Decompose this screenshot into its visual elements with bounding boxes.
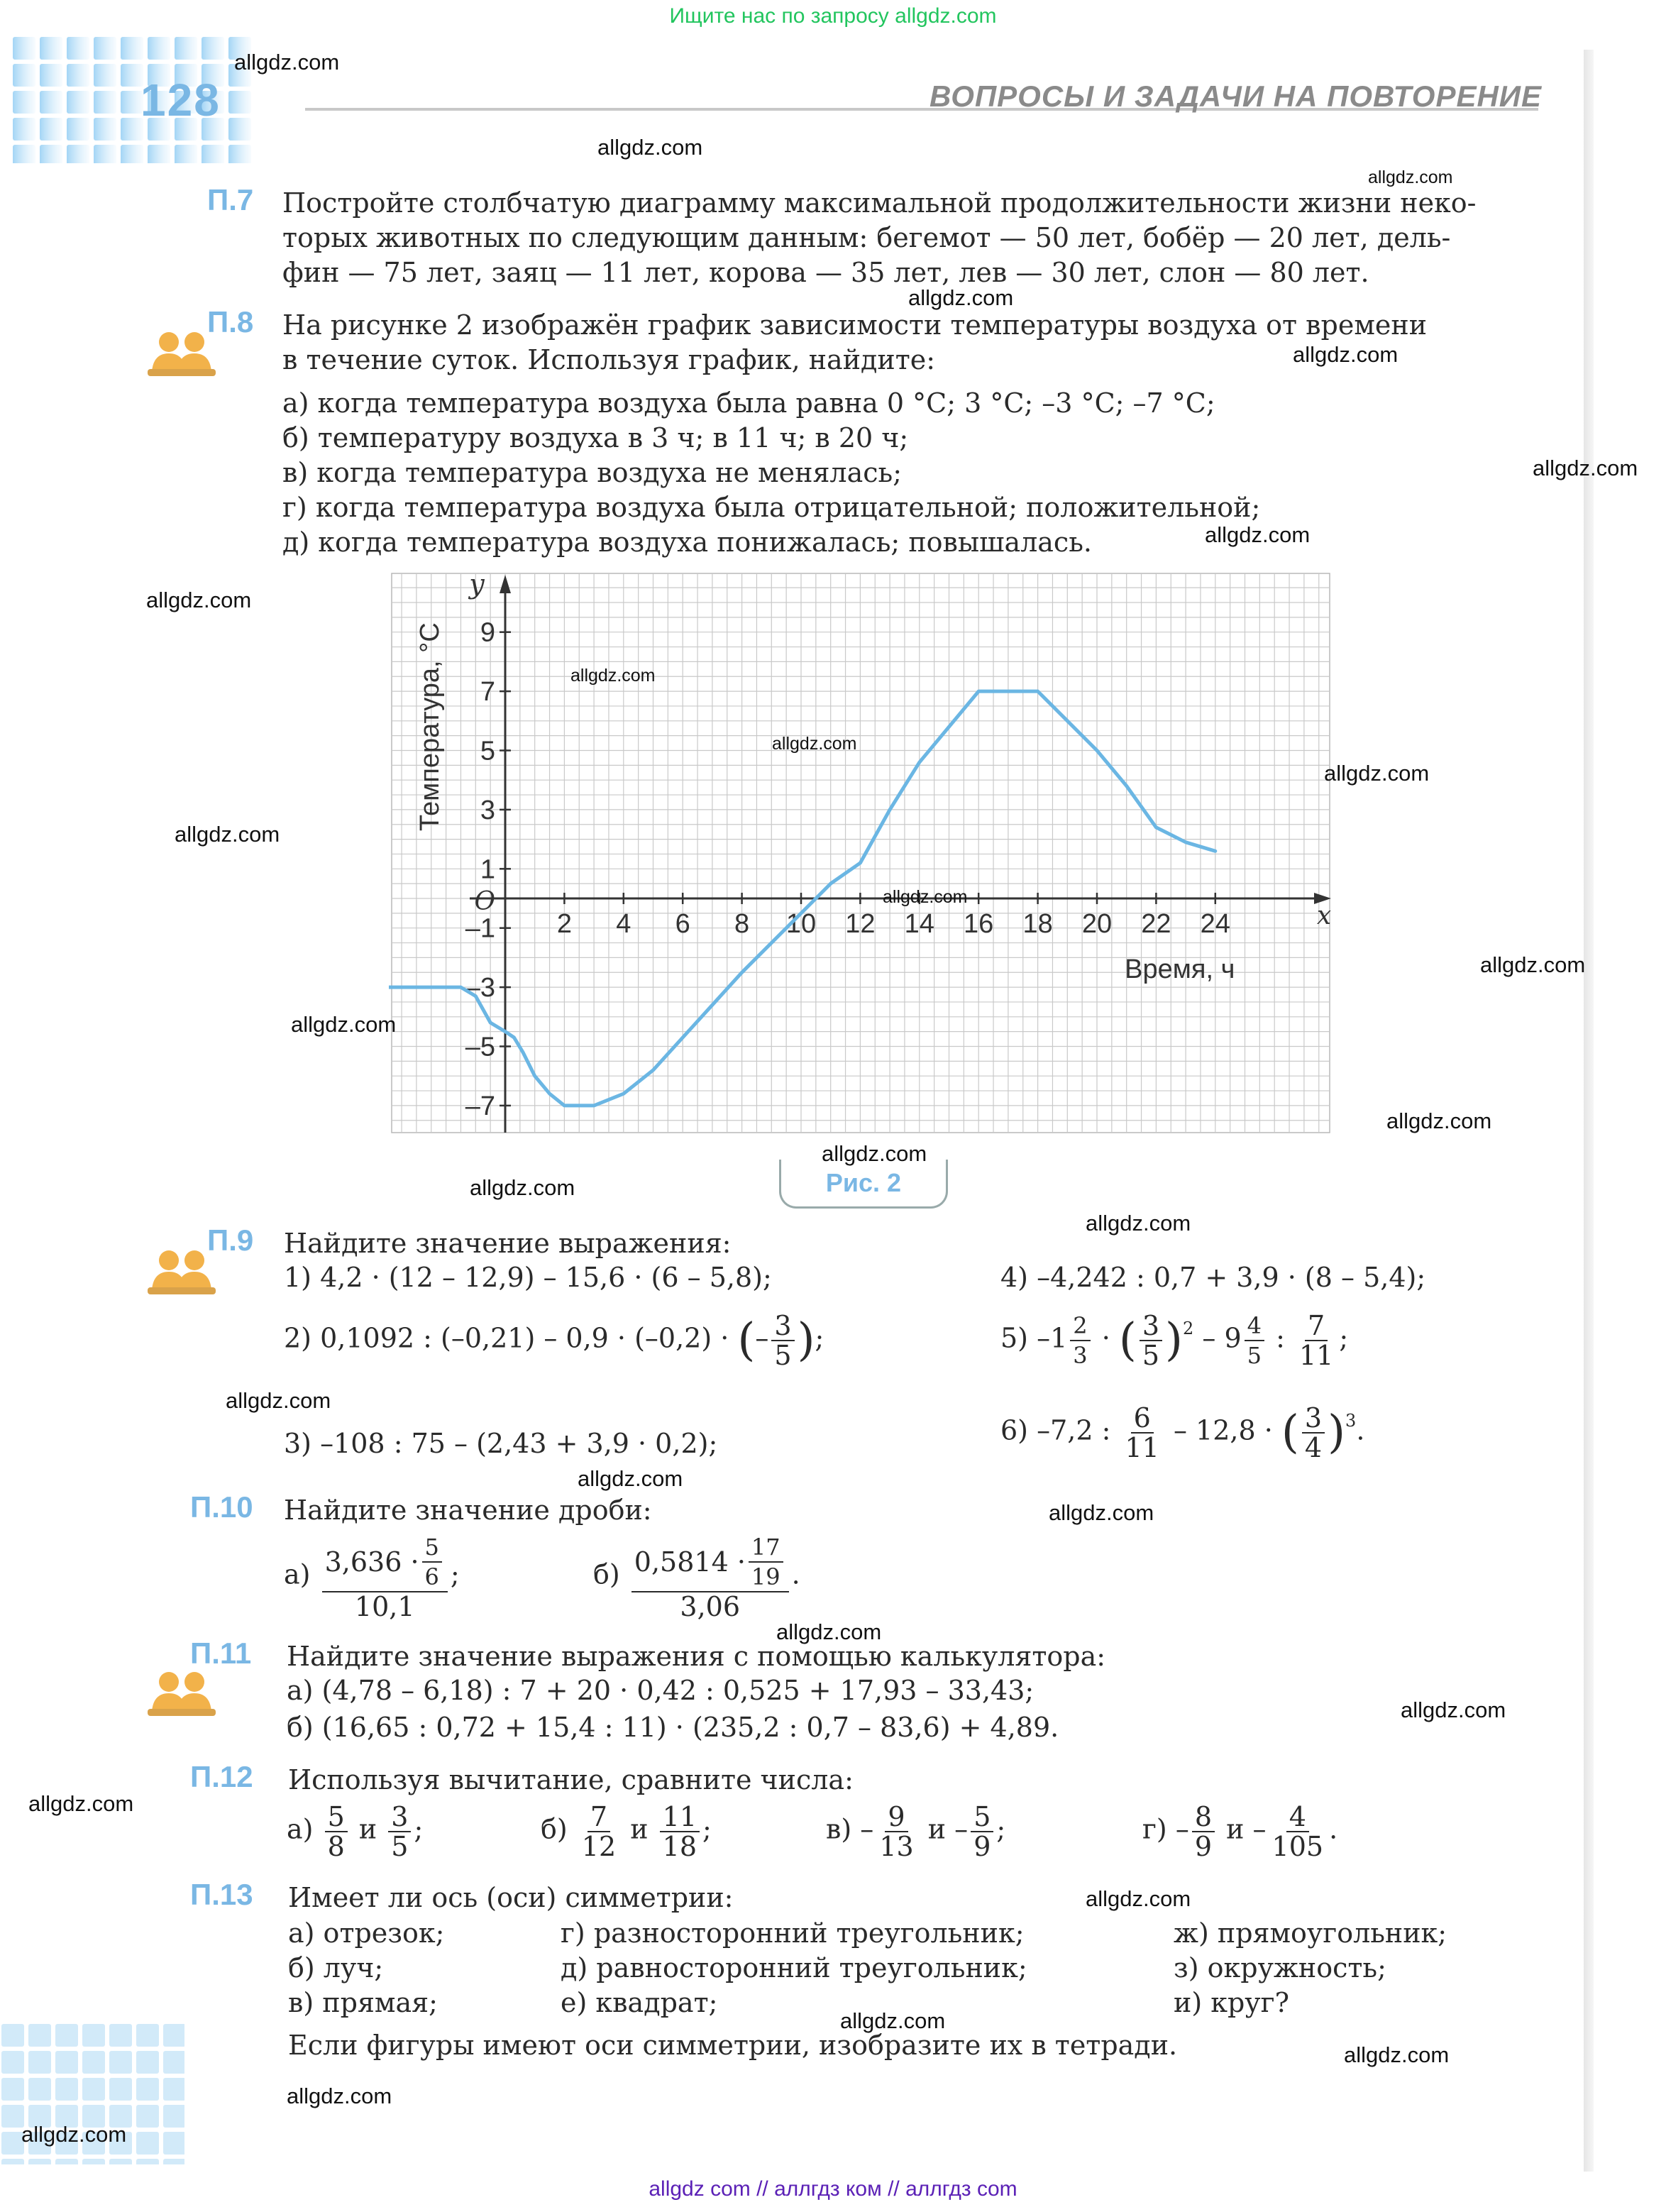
top-banner[interactable]: Ищите нас по запросу allgdz.com <box>669 4 997 28</box>
problem-number-p11: П.11 <box>190 1636 252 1670</box>
watermark: allgdz.com <box>908 285 1014 310</box>
p12-d-n1: 8 <box>1192 1803 1215 1832</box>
p12-item-c: в) – $\frac{9}{13}$ и – $\frac{5}{9}$ ; <box>826 1801 1006 1862</box>
watermark: allgdz.com <box>28 1791 134 1816</box>
watermark: allgdz.com <box>772 734 857 754</box>
p9-item-6: 6) –7,2 : $\frac{6}{11}$ – 12,8 · ( $\frac{3}{4}$ )$^3$. <box>1000 1402 1365 1463</box>
p13-item-c: в) прямая; <box>288 1987 438 2018</box>
p12-b-n2: 11 <box>660 1803 700 1832</box>
figure-caption: Рис. 2 <box>779 1160 948 1209</box>
p13-item-e: е) квадрат; <box>561 1987 718 2018</box>
p12-d-d1: 9 <box>1194 1831 1213 1862</box>
p12-c-d2: 9 <box>973 1831 991 1862</box>
watermark: allgdz.com <box>1324 761 1430 786</box>
watermark: allgdz.com <box>1086 1211 1191 1236</box>
p10-a-n: 5 <box>422 1533 442 1563</box>
x-tick-label: 14 <box>904 909 934 939</box>
y-tick-label: –3 <box>465 973 495 1003</box>
p9-item-6-n2: 3 <box>1302 1404 1325 1434</box>
watermark: allgdz.com <box>1386 1108 1492 1133</box>
watermark: allgdz.com <box>1293 342 1399 367</box>
p12-c-and: и <box>927 1813 947 1845</box>
p13-intro: Имеет ли ось (оси) симметрии: <box>288 1882 734 1913</box>
p10-item-a: а) 3,636 · $\frac{5}{6}$ 10,1 ; <box>284 1534 460 1622</box>
p12-d-d2: 105 <box>1271 1831 1324 1862</box>
x-tick-label: 18 <box>1022 909 1053 939</box>
p12-c-d1: 13 <box>879 1831 914 1862</box>
watermark: allgdz.com <box>1049 1500 1154 1525</box>
y-axis-letter: y <box>469 572 485 600</box>
p9-item-6-b: – 12,8 · <box>1173 1414 1273 1446</box>
p10-item-b: б) 0,5814 · $\frac{17}{19}$ 3,06 . <box>593 1534 800 1622</box>
p11-intro: Найдите значение выражения с помощью калькулятора: <box>287 1641 1106 1672</box>
problem-number-p8: П.8 <box>207 305 254 339</box>
p13-item-z: з) окружность; <box>1174 1952 1386 1983</box>
p10-a-den: 10,1 <box>354 1591 415 1622</box>
p9-item-5-d1: 3 <box>1073 1342 1088 1369</box>
p12-a-n1: 5 <box>325 1803 348 1832</box>
watermark: allgdz.com <box>776 1619 882 1644</box>
p9-item-5: 5) –1 $\frac{2}{3}$ · ( $\frac{3}{5}$ )$^2$ – 9 $\frac{4}{5}$ : $\frac{7}{11}$ ; <box>1000 1310 1349 1371</box>
watermark: allgdz.com <box>597 135 703 160</box>
x-tick-label: 10 <box>785 909 817 939</box>
p9-item-2-num: 3 <box>771 1311 794 1341</box>
p9-item-5-n1: 2 <box>1070 1311 1090 1341</box>
p12-d-and: и <box>1226 1813 1245 1845</box>
temperature-chart <box>389 572 1340 1137</box>
x-tick-label: 24 <box>1200 909 1230 939</box>
watermark: allgdz.com <box>1368 167 1453 187</box>
p13-item-i: и) круг? <box>1174 1987 1289 2018</box>
p11-item-a: а) (4,78 – 6,18) : 7 + 20 · 0,42 : 0,525 + 17,93 – 33,43; <box>287 1675 1035 1706</box>
p12-b-d2: 18 <box>662 1831 697 1862</box>
y-tick-label: –1 <box>465 913 495 944</box>
y-tick-label: 1 <box>480 854 495 885</box>
watermark: allgdz.com <box>1480 952 1586 977</box>
p12-a-label: а) <box>287 1813 314 1845</box>
p13-item-g: г) разносторонний треугольник; <box>561 1917 1025 1949</box>
p12-a-d1: 8 <box>327 1831 345 1862</box>
p12-a-n2: 3 <box>388 1803 411 1832</box>
p12-intro: Используя вычитание, сравните числа: <box>288 1764 854 1795</box>
x-tick-label: 16 <box>964 909 994 939</box>
p10-b-label: б) <box>593 1558 620 1590</box>
p13-item-b: б) луч; <box>288 1952 384 1983</box>
p9-item-2: 2) 0,1092 : (–0,21) – 0,9 · (–0,2) · (– $\frac{3}{5}$ ); <box>284 1310 824 1371</box>
p10-a-label: а) <box>284 1558 311 1590</box>
p12-a-and: и <box>358 1813 377 1845</box>
page-edge-shadow <box>1584 50 1594 2172</box>
p10-intro: Найдите значение дроби: <box>284 1495 652 1526</box>
p12-c-n1: 9 <box>885 1803 908 1832</box>
p9-item-4: 4) –4,242 : 0,7 + 3,9 · (8 – 5,4); <box>1000 1262 1426 1293</box>
y-tick-label: 7 <box>480 677 495 708</box>
x-axis-label: Время, ч <box>1125 954 1235 984</box>
y-tick-label: 5 <box>480 736 495 766</box>
p9-item-6-a: 6) –7,2 : <box>1000 1414 1111 1446</box>
group-work-icon <box>148 1246 216 1296</box>
watermark: allgdz.com <box>470 1175 575 1200</box>
p9-item-5-n4: 7 <box>1305 1311 1328 1341</box>
watermark: allgdz.com <box>840 2008 946 2033</box>
p13-item-d: д) равносторонний треугольник; <box>561 1952 1027 1983</box>
x-axis-letter: x <box>1316 901 1332 930</box>
p8-item-b: б) температуру воздуха в 3 ч; в 11 ч; в 20 ч; <box>282 422 909 453</box>
p9-item-5-pow: 2 <box>1183 1319 1194 1338</box>
p9-item-5-d2: 5 <box>1142 1340 1160 1371</box>
p12-b-n1: 7 <box>587 1803 610 1832</box>
problem-number-p10: П.10 <box>190 1490 253 1524</box>
watermark: allgdz.com <box>578 1466 683 1491</box>
p7-line-2: торых животных по следующим данным: бегемот — 50 лет, бобёр — 20 лет, дель- <box>282 222 1451 253</box>
p13-item-a: а) отрезок; <box>288 1917 445 1949</box>
p9-item-5-a: 5) –1 <box>1000 1322 1068 1354</box>
p10-a-num: 3,636 · <box>324 1546 419 1578</box>
p9-item-6-d1: 11 <box>1125 1432 1159 1463</box>
p8-item-a: а) когда температура воздуха была равна 0 °С; 3 °С; –3 °С; –7 °С; <box>282 387 1215 419</box>
p12-item-b: б) $\frac{7}{12}$ и $\frac{11}{18}$ ; <box>541 1801 712 1862</box>
p8-item-d: г) когда температура воздуха была отрицательной; положительной; <box>282 492 1261 523</box>
watermark: allgdz.com <box>21 2122 127 2147</box>
p10-b-num: 0,5814 · <box>634 1546 746 1578</box>
watermark: allgdz.com <box>234 50 340 75</box>
problem-number-p13: П.13 <box>190 1878 253 1911</box>
y-tick-label: –7 <box>465 1091 495 1121</box>
p12-d-label: г) <box>1142 1813 1167 1845</box>
p9-item-1: 1) 4,2 · (12 – 12,9) – 15,6 · (6 – 5,8); <box>284 1262 772 1293</box>
p7-line-1: Постройте столбчатую диаграмму максимальной продолжительности жизни неко- <box>282 187 1477 219</box>
bottom-banner[interactable]: allgdz com // аллгдз ком // аллгдз com <box>649 2177 1017 2201</box>
p9-item-5-n2: 3 <box>1140 1311 1162 1341</box>
p10-a-d: 6 <box>424 1563 439 1590</box>
p12-b-d1: 12 <box>581 1831 617 1862</box>
p10-b-den: 3,06 <box>680 1591 741 1622</box>
p9-item-6-pow: 3 <box>1345 1411 1357 1431</box>
p13-outro: Если фигуры имеют оси симметрии, изобразите их в тетради. <box>288 2030 1178 2061</box>
problem-number-p7: П.7 <box>207 183 254 216</box>
y-tick-label: –5 <box>465 1032 495 1062</box>
watermark: allgdz.com <box>175 822 280 847</box>
watermark: allgdz.com <box>1205 522 1311 547</box>
watermark: allgdz.com <box>1086 1886 1191 1911</box>
problem-number-p9: П.9 <box>207 1223 254 1257</box>
problem-number-p12: П.12 <box>190 1760 253 1793</box>
watermark: allgdz.com <box>1533 456 1638 480</box>
watermark: allgdz.com <box>146 588 252 612</box>
p12-b-label: б) <box>541 1813 568 1845</box>
x-tick-label: 2 <box>556 909 572 939</box>
p9-item-6-n1: 6 <box>1131 1404 1154 1434</box>
x-tick-label: 4 <box>616 909 631 939</box>
p11-item-b: б) (16,65 : 0,72 + 15,4 : 11) · (235,2 : 0,7 – 83,6) + 4,89. <box>287 1712 1059 1743</box>
p10-b-n: 17 <box>749 1533 783 1563</box>
origin-label: O <box>474 887 495 916</box>
page-number: 128 <box>140 75 221 126</box>
x-tick-label: 22 <box>1141 909 1171 939</box>
p12-item-d: г) – $\frac{8}{9}$ и – $\frac{4}{105}$ . <box>1142 1801 1338 1862</box>
p9-item-2-den: 5 <box>774 1340 792 1371</box>
watermark: allgdz.com <box>291 1012 397 1037</box>
chapter-title: ВОПРОСЫ И ЗАДАЧИ НА ПОВТОРЕНИЕ <box>929 79 1543 113</box>
watermark: allgdz.com <box>226 1388 331 1413</box>
p8-line-2: в течение суток. Используя график, найдите: <box>282 344 936 375</box>
p9-intro: Найдите значение выражения: <box>284 1228 732 1259</box>
p9-item-2-text: 2) 0,1092 : (–0,21) – 0,9 · (–0,2) · <box>284 1322 738 1354</box>
group-work-icon <box>148 328 216 378</box>
p12-d-n2: 4 <box>1286 1803 1309 1832</box>
p12-c-n2: 5 <box>971 1803 993 1832</box>
p8-item-e: д) когда температура воздуха понижалась; повышалась. <box>282 527 1092 558</box>
x-tick-label: 8 <box>734 909 750 939</box>
y-tick-label: 3 <box>480 795 495 825</box>
watermark: allgdz.com <box>883 887 968 907</box>
p9-item-5-d3: 5 <box>1247 1342 1262 1369</box>
p9-item-3: 3) –108 : 75 – (2,43 + 3,9 · 0,2); <box>284 1428 718 1459</box>
p7-line-3: фин — 75 лет, заяц — 11 лет, корова — 35 лет, лев — 30 лет, слон — 80 лет. <box>282 257 1369 288</box>
group-work-icon <box>148 1668 216 1717</box>
watermark: allgdz.com <box>570 666 656 686</box>
p9-item-6-d2: 4 <box>1304 1432 1323 1463</box>
p12-b-and: и <box>630 1813 649 1845</box>
x-tick-label: 6 <box>675 909 690 939</box>
p9-item-5-d4: 11 <box>1298 1340 1334 1371</box>
watermark: allgdz.com <box>1344 2042 1450 2067</box>
watermark: allgdz.com <box>287 2084 392 2108</box>
p9-item-5-b: – 9 <box>1202 1322 1242 1354</box>
p8-line-1: На рисунке 2 изображён график зависимости температуры воздуха от времени <box>282 309 1428 341</box>
p12-item-a: а) $\frac{5}{8}$ и $\frac{3}{5}$ ; <box>287 1801 424 1862</box>
p9-item-5-n3: 4 <box>1245 1311 1264 1341</box>
y-axis-label: Температура, °С <box>415 622 445 832</box>
y-tick-label: 9 <box>480 617 495 648</box>
x-tick-label: 12 <box>845 909 876 939</box>
p10-b-d: 19 <box>751 1563 780 1590</box>
p8-item-c: в) когда температура воздуха не менялась; <box>282 457 902 488</box>
watermark: allgdz.com <box>1401 1697 1506 1722</box>
p12-c-label: в) <box>826 1813 852 1845</box>
p12-a-d2: 5 <box>391 1831 409 1862</box>
x-tick-label: 20 <box>1081 909 1113 939</box>
p13-item-zh: ж) прямоугольник; <box>1174 1917 1447 1949</box>
watermark: allgdz.com <box>822 1141 927 1166</box>
